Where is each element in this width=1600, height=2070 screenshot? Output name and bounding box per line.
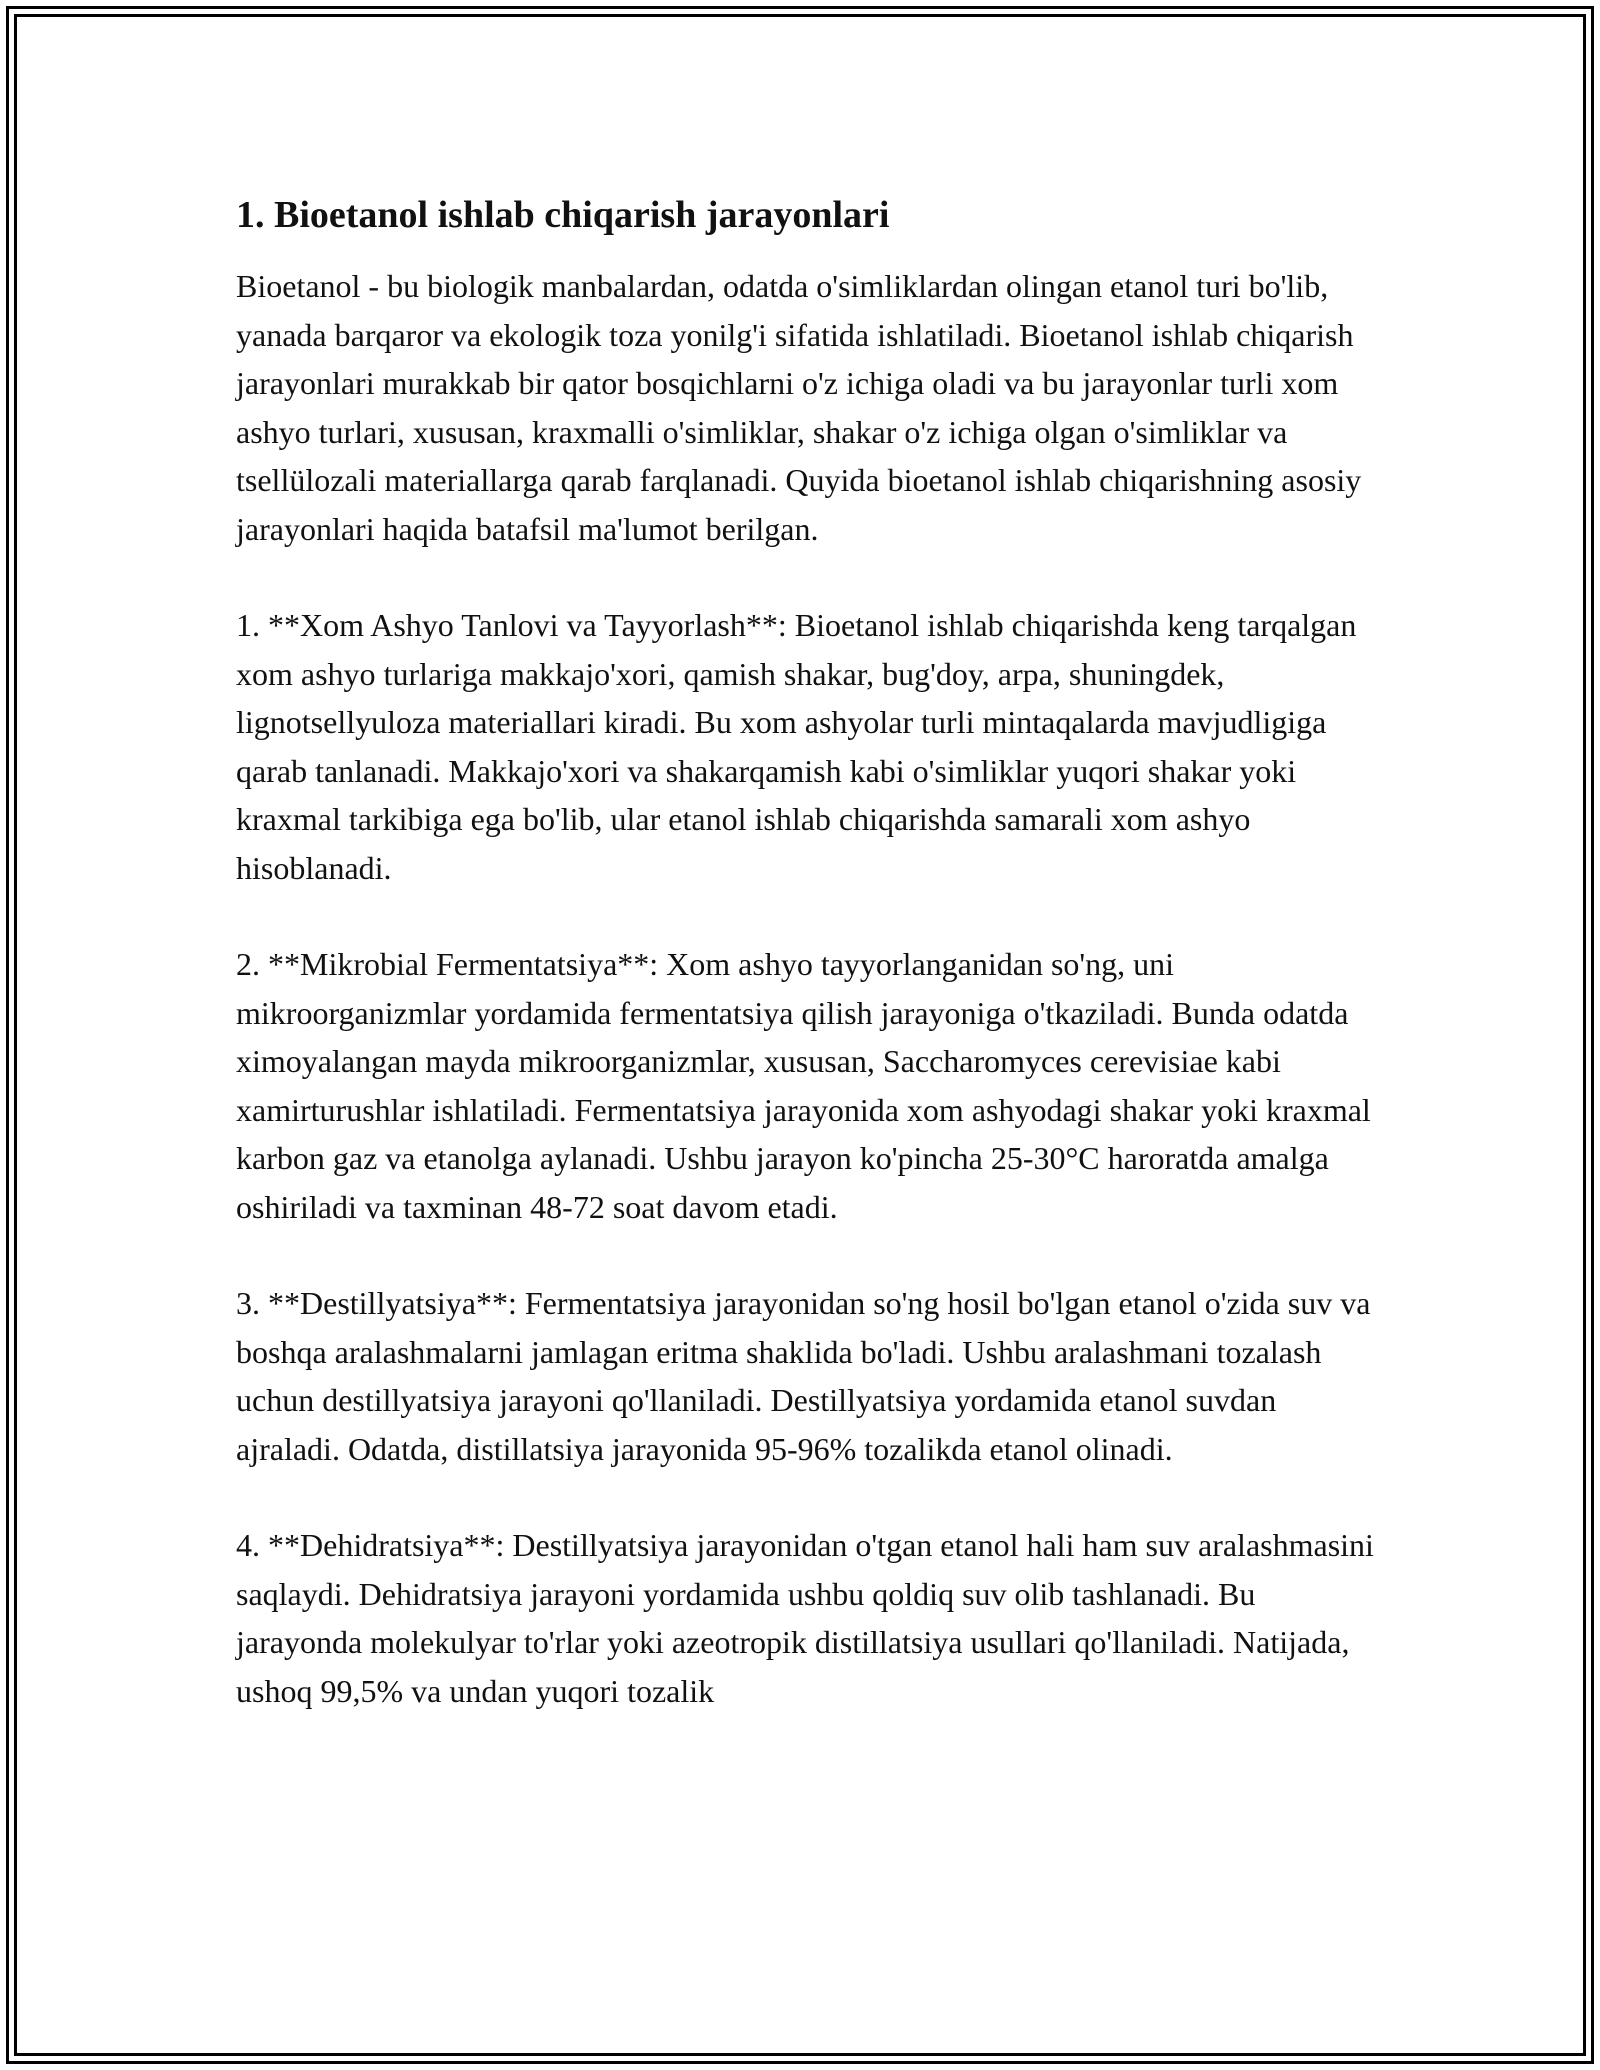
paragraph-distillation: 3. **Destillyatsiya**: Fermentatsiya jarayonidan so'ng hosil bo'lgan etanol o'zida suv va boshqa aralashmalarni jamlagan eritma shaklida bo'ladi. Ushbu aralashmani tozalash uchun destillyatsiya jarayoni qo'llaniladi. Destillyatsiya yordamida etanol suvdan ajraladi. Odatda, distillatsiya jarayonida 95-96% tozalikda etanol olinadi. xyxy=(236,1285,1371,1467)
paragraph-dehydration: 4. **Dehidratsiya**: Destillyatsiya jarayonidan o'tgan etanol hali ham suv aralashmasini saqlaydi. Dehidratsiya jarayoni yordamida ushbu qoldiq suv olib tashlanadi. Bu jarayonda molekulyar to'rlar yoki azeotropik distillatsiya usullari qo'llaniladi. Natijada, ushoq 99,5% va undan yuqori tozalik xyxy=(236,1527,1374,1709)
intro-paragraph: Bioetanol - bu biologik manbalardan, odatda o'simliklardan olingan etanol turi bo'lib, yanada barqaror va ekologik toza yonilg'i sifatida ishlatiladi. Bioetanol ishlab chiqarish jarayonlari murakkab bir qator bosqichlarni o'z ichiga oladi va bu jarayonlar turli xom ashyo turlari, xususan, kraxmalli o'simliklar, shakar o'z ichiga olgan o'simliklar va tsellülozali materiallarga qarab farqlanadi. Quyida bioetanol ishlab chiqarishning asosiy jarayonlari haqida batafsil ma'lumot berilgan. xyxy=(236,268,1362,547)
section-heading: 1. Bioetanol ishlab chiqarish jarayonlari xyxy=(236,194,890,236)
document-body xyxy=(236,186,1376,1763)
paragraph-fermentation: 2. **Mikrobial Fermentatsiya**: Xom ashyo tayyorlanganidan so'ng, uni mikroorganizmlar yordamida fermentatsiya qilish jarayoniga o'tkaziladi. Bunda odatda ximoyalangan mayda mikroorganizmlar, xususan, Saccharomyces cerevisiae kabi xamirturushlar ishlatiladi. Fermentatsiya jarayonida xom ashyodagi shakar yoki kraxmal karbon gaz va etanolga aylanadi. Ushbu jarayon ko'pincha 25-30°C haroratda amalga oshiriladi va taxminan 48-72 soat davom etadi. xyxy=(236,946,1371,1225)
paragraph-raw-material: 1. **Xom Ashyo Tanlovi va Tayyorlash**: Bioetanol ishlab chiqarishda keng tarqalgan xom ashyo turlariga makkajo'xori, qamish shakar, bug'doy, arpa, shuningdek, lignotsellyuloza materiallari kiradi. Bu xom ashyolar turli mintaqalarda mavjudligiga qarab tanlanadi. Makkajo'xori va shakarqamish kabi o'simliklar yuqori shakar yoki kraxmal tarkibiga ega bo'lib, ular etanol ishlab chiqarishda samarali xom ashyo hisoblanadi. xyxy=(236,607,1357,886)
